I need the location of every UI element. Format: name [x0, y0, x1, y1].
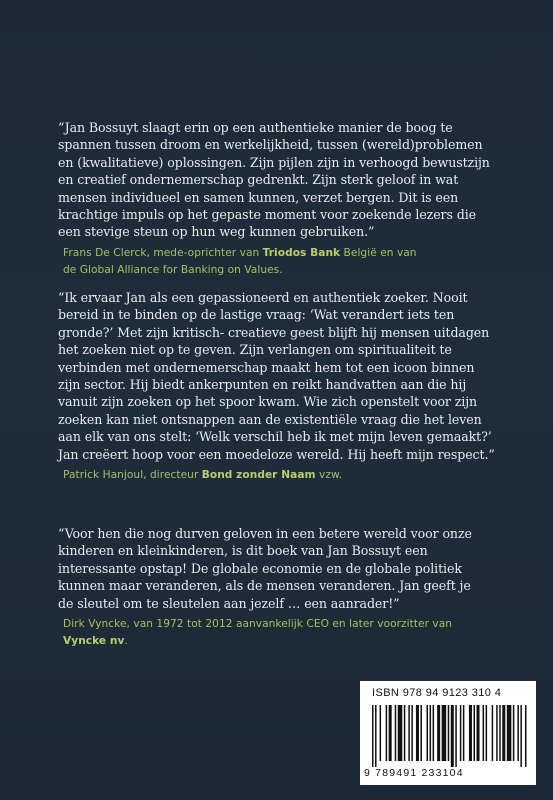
- quote-block-2: [58, 289, 498, 484]
- attribution-text: vzw.: [315, 469, 343, 482]
- barcode-bar: [427, 705, 429, 761]
- barcode-bar: [375, 705, 377, 767]
- quote-line: gronde?’ Met zijn kritisch- creatieve geest blijft hij mensen uitdagen: [58, 324, 490, 340]
- barcode-bar: [513, 705, 515, 761]
- barcode-bar: [483, 705, 485, 761]
- barcode-bar: [473, 705, 475, 761]
- barcode-bar: [404, 705, 406, 761]
- quote-line: “Ik ervaar Jan als een gepassioneerd en authentiek zoeker. Nooit: [58, 290, 468, 305]
- attribution-text: België en van: [340, 246, 417, 259]
- barcode-bar: [525, 705, 527, 767]
- barcode-bar: [411, 705, 413, 761]
- attribution-text: Dirk Vyncke, van 1972 tot 2012 aanvankelijk CEO en later voorzitter van: [63, 618, 453, 631]
- barcode-bar: [455, 705, 457, 767]
- barcode-icon: [372, 705, 528, 767]
- quote-line: Jan creëert hoop voor een moedeloze wereld. Hij heeft mijn respect.”: [58, 446, 495, 462]
- quote-line: kinderen en kleinkinderen, is dit boek van Jan Bossuyt een: [58, 543, 428, 559]
- quote-line: een stevige steun op hun weg kunnen gebruiken.”: [58, 224, 375, 240]
- attribution-organization: Vyncke nv: [63, 635, 125, 648]
- attribution-text: .: [124, 635, 128, 648]
- barcode-bar: [463, 705, 465, 761]
- quote-line: interessante opstap! De globale economie en de globale politiek: [58, 560, 462, 576]
- quote-attribution: [63, 467, 498, 484]
- barcode-bar: [460, 705, 462, 761]
- quote-line: mensen individueel en samen kunnen, verzet bergen. Dit is een: [58, 189, 459, 205]
- barcode-bar: [430, 705, 432, 761]
- quote-line: vanuit zijn zoeken op het spoor kwam. Wie zich openstelt voor zijn: [58, 394, 478, 410]
- quote-line: zoeken kan niet ontsnappen aan de existentiële vraag die het leven: [58, 411, 482, 427]
- barcode-bar: [520, 705, 522, 767]
- quote-line: bereid in te binden op de lastige vraag: ‘Wat verandert iets ten: [58, 307, 455, 323]
- attribution-text: de Global Alliance for Banking on Values.: [63, 264, 283, 277]
- quote-line: en (kwalitatieve) oplossingen. Zijn pijlen zijn in verhoogd bewustzijn: [58, 154, 490, 170]
- barcode-bar: [442, 705, 447, 761]
- barcode-bar: [433, 705, 435, 761]
- quote-line: “Voor hen die nog durven geloven in een betere wereld voor onze: [58, 526, 472, 541]
- isbn-label: ISBN 978 94 9123 310 4: [372, 687, 502, 699]
- barcode-digits: 9 789491 233104: [364, 767, 464, 779]
- barcode-bar: [380, 705, 382, 761]
- quote-block-1: [58, 119, 498, 280]
- quote-line: kunnen maar veranderen, als de mensen veranderen. Jan geeft je: [58, 578, 471, 594]
- barcode-bar: [408, 705, 410, 761]
- barcode-bar: [486, 705, 488, 761]
- isbn-barcode-box: [360, 681, 536, 785]
- barcode-bar: [469, 705, 472, 761]
- barcode-bar: [451, 705, 454, 767]
- barcode-bar: [420, 705, 422, 761]
- barcode-bar: [502, 705, 505, 761]
- barcode-bar: [477, 705, 480, 761]
- quote-line: “Jan Bossuyt slaagt erin op een authentieke manier de boog te: [58, 120, 453, 135]
- quote-line: verbinden met ondernemerschap maakt hem tot een icoon binnen: [58, 359, 475, 375]
- quote-line: het zoeken niet op te geven. Zijn verlangen om spiritualiteit te: [58, 342, 452, 358]
- quote-text: [58, 525, 498, 612]
- quote-text: [58, 289, 498, 463]
- quote-line: de sleutel om te sleutelen aan jezelf … een aanrader!”: [58, 595, 400, 611]
- barcode-bar: [386, 705, 388, 761]
- barcode-bar: [496, 705, 498, 761]
- barcode-bar: [395, 705, 397, 761]
- quote-attribution: [63, 245, 498, 280]
- barcode-bar: [389, 705, 392, 761]
- barcode-bar: [517, 705, 519, 761]
- barcode-bar: [437, 705, 440, 761]
- attribution-organization: Bond zonder Naam: [201, 469, 316, 482]
- barcode-bar: [492, 705, 494, 761]
- barcode-bar: [507, 705, 512, 761]
- quote-block-3: [58, 525, 498, 651]
- quote-text: [58, 119, 498, 241]
- quote-line: zijn sector. Hij biedt ankerpunten en reikt handvatten aan die hij: [58, 377, 467, 393]
- attribution-organization: Triodos Bank: [262, 246, 341, 259]
- barcode-bar: [499, 705, 501, 761]
- attribution-text: Patrick Hanjoul, directeur: [63, 469, 202, 482]
- quote-line: en creatief ondernemerschap gedrenkt. Zijn sterk geloof in wat: [58, 172, 459, 188]
- quote-line: aan elk van ons stelt: ‘Welk verschil heb ik met mijn leven gemaakt?’: [58, 429, 492, 445]
- quote-line: krachtige impuls op het gepaste moment voor zoekende lezers die: [58, 207, 476, 223]
- quote-line: spannen tussen droom en werkelijkheid, tussen (wereld)problemen: [58, 137, 483, 153]
- quote-attribution: [63, 616, 498, 651]
- barcode-bar: [416, 705, 419, 761]
- barcode-bar: [398, 705, 403, 761]
- attribution-text: Frans De Clerck, mede-oprichter van: [63, 246, 263, 259]
- barcode-bar: [448, 705, 450, 761]
- barcode-bar: [372, 705, 374, 767]
